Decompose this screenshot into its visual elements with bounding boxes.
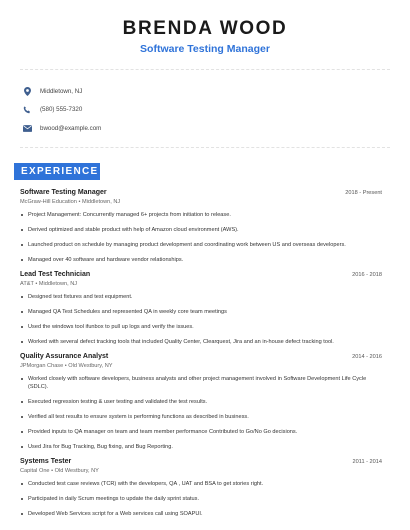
job-bullet: Used the windows tool ifunbox to pull up logs and verify the issues. [20, 323, 382, 331]
candidate-name: BRENDA WOOD [122, 18, 288, 39]
contact-phone-text: (580) 555-7320 [40, 106, 83, 114]
experience-list [20, 189, 382, 525]
job-location: Middletown, NJ [38, 281, 78, 287]
contact-email-text: bwood@example.com [40, 124, 102, 132]
job-bullet: Derived optimized and stable product with help of Amazon cloud environment (AWS). [20, 226, 382, 234]
contact-phone [22, 101, 410, 120]
job-dates: 2014 - 2016 [352, 354, 382, 360]
job-bullet: Launched product on schedule by managing product development and coordinating work between US and overseas developers. [20, 241, 382, 249]
job-bullet: Worked with several defect tracking tools that included Quality Center, Clearquest, Jira and an in-house defect tracking tool. [20, 338, 382, 346]
mail-icon [22, 123, 32, 133]
job-bullet: Conducted test case reviews (TCR) with the developers, QA , UAT and BSA to get stories right. [20, 480, 382, 488]
job-bullet: Provided inputs to QA manager on team and team member performance Contributed to Go/No Go decisions. [20, 428, 382, 436]
job-bullet: Worked closely with software developers, business analysts and other project management involved in Software Development Life Cycle (SDLC). [20, 375, 382, 391]
contact-list [0, 70, 410, 138]
contact-location-text: Middletown, NJ [40, 87, 83, 95]
job-location: Middletown, NJ [81, 199, 121, 205]
job-company-line: Capital One • Old Westbury, NY [20, 468, 99, 474]
job-entry [20, 189, 382, 264]
location-pin-icon [22, 86, 32, 96]
job-bullet: Managed over 40 software and hardware vendor relationships. [20, 256, 382, 264]
job-bullet: Executed regression testing & user testing and validated the test results. [20, 398, 382, 406]
phone-icon [22, 105, 32, 115]
resume-header [0, 0, 410, 56]
job-location: Old Westbury, NY [54, 468, 99, 474]
job-entry [20, 458, 382, 518]
job-bullet: Verified all test results to ensure system is performing functions as described in business. [20, 413, 382, 421]
contact-email [22, 119, 410, 138]
job-company: AT&T [20, 281, 34, 287]
job-company-line: JPMorgan Chase • Old Westbury, NY [20, 363, 113, 369]
job-title: Systems Tester [20, 458, 72, 465]
job-entry [20, 353, 382, 451]
job-dates: 2018 - Present [345, 190, 382, 196]
contact-location [22, 82, 410, 101]
job-bullet: Designed test fixtures and test equipment. [20, 293, 382, 301]
job-company-line: AT&T • Middletown, NJ [20, 281, 78, 287]
job-dates: 2011 - 2014 [352, 459, 382, 465]
job-title: Software Testing Manager [20, 189, 107, 196]
job-bullets [20, 480, 382, 518]
job-entry [20, 271, 382, 346]
job-title: Quality Assurance Analyst [20, 353, 109, 360]
job-bullet: Project Management: Concurrently managed 6+ projects from initiation to release. [20, 211, 382, 219]
job-bullets [20, 375, 382, 451]
job-bullet: Managed QA Test Schedules and represented QA in weekly core team meetings [20, 308, 382, 316]
job-title: Lead Test Technician [20, 271, 91, 278]
experience-section-header: EXPERIENCE [14, 163, 100, 180]
job-bullet: Participated in daily Scrum meetings to update the daily sprint status. [20, 495, 382, 503]
job-company: McGraw-Hill Education [20, 199, 77, 205]
contacts-divider [20, 147, 390, 148]
job-company: JPMorgan Chase [20, 363, 64, 369]
job-company-line: McGraw-Hill Education • Middletown, NJ [20, 199, 121, 205]
job-bullet: Developed Web Services script for a Web services call using SOAPUI. [20, 510, 382, 518]
job-location: Old Westbury, NY [68, 363, 113, 369]
candidate-title: Software Testing Manager [140, 43, 270, 55]
job-company: Capital One [20, 468, 50, 474]
job-bullets [20, 211, 382, 264]
job-bullets [20, 293, 382, 346]
job-dates: 2016 - 2018 [352, 272, 382, 278]
job-bullet: Used Jira for Bug Tracking, Bug fixing, and Bug Reporting. [20, 443, 382, 451]
